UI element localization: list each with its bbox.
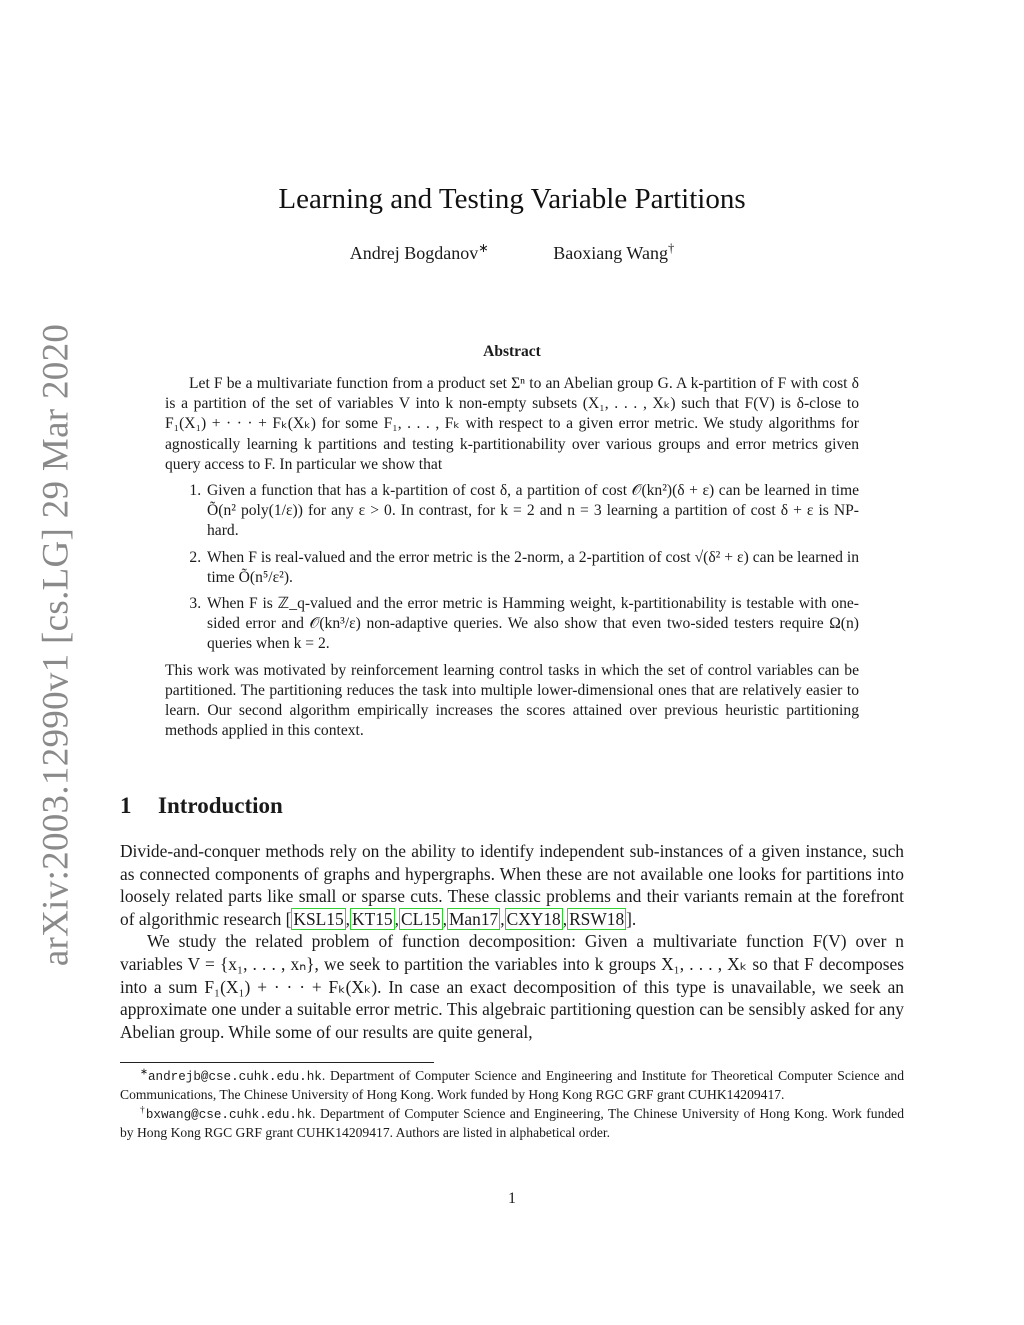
list-item: 2. When F is real-valued and the error metric is the 2-norm, a 2-partition of cost √(δ² + ε) can be learned in time Õ(n⁵/ε²).	[205, 548, 859, 588]
email-link[interactable]: bxwang@cse.cuhk.edu.hk	[145, 1107, 313, 1122]
email-link[interactable]: andrejb@cse.cuhk.edu.hk	[147, 1070, 322, 1084]
section-title: Introduction	[158, 793, 283, 818]
abstract-results-list	[165, 481, 859, 655]
footnote-divider	[120, 1062, 434, 1063]
abstract-closing: This work was motivated by reinforcement learning control tasks in which the set of control variables can be partitioned. The partitioning reduces the task into multiple lower-dimensional ones that are relatively easier to learn. Our second algorithm empirically increases the scores attained over previous heuristic partitioning methods applied in this context.	[165, 661, 859, 740]
abstract-body	[165, 374, 859, 741]
author-list	[0, 243, 1024, 264]
footnote-2: †bxwang@cse.cuhk.edu.hk. Department of Computer Science and Engineering, The Chinese University of Hong Kong. Work funded by Hong Kong RGC GRF grant CUHK14209417. Authors are listed in alphabetical order.	[120, 1105, 905, 1140]
citation-link[interactable]: CXY18	[506, 908, 561, 929]
section-number: 1	[120, 793, 132, 818]
citation-link[interactable]: CL15	[400, 908, 441, 929]
footnotes	[120, 1067, 904, 1142]
intro-body	[120, 840, 904, 1043]
intro-paragraph-1: Divide-and-conquer methods rely on the ability to identify independent sub-instances of a given instance, such as connected components of graphs and hypergraphs. When these are not available one looks for partitions into loosely related parts like small or sparse cuts. These classic problems and their variants remain at the forefront of algorithmic research [ KSL15 , KT15 , CL15 , Man17 , CXY18 , RSW18 ].	[120, 841, 904, 929]
section-heading	[120, 793, 283, 819]
citation-link[interactable]: Man17	[448, 908, 499, 929]
arxiv-identifier-stamp: arXiv:2003.12990v1 [cs.LG] 29 Mar 2020	[35, 323, 77, 967]
citation-link[interactable]: KSL15	[293, 908, 344, 929]
paper-title: Learning and Testing Variable Partitions	[278, 183, 746, 215]
abstract-heading: Abstract	[483, 343, 541, 360]
footnote-1: ∗andrejb@cse.cuhk.edu.hk. Department of Computer Science and Engineering and Institute for Theoretical Computer Science and Communications, The Chinese University of Hong Kong. Work funded by Hong Kong RGC GRF grant CUHK14209417.	[120, 1067, 904, 1103]
author-1: Andrej Bogdanov∗	[349, 241, 489, 263]
list-item: 1. Given a function that has a k-partition of cost δ, a partition of cost 𝒪(kn²)(δ + ε) can be learned in time Õ(n² poly(1/ε)) for any ε > 0. In contrast, for k = 2 and n = 3 learning a partition of cost δ + ε is NP-hard.	[205, 481, 859, 542]
page-number: 1	[508, 1190, 516, 1207]
citation-link[interactable]: KT15	[352, 908, 393, 929]
author-2: Baoxiang Wang†	[553, 241, 675, 263]
intro-paragraph-2: We study the related problem of function decomposition: Given a multivariate function F(V) over n variables V = {x₁, . . . , xₙ}, we seek to partition the variables into k groups X₁, . . . , Xₖ so that F decomposes into a sum F₁(X₁) + · · · + Fₖ(Xₖ). In case an exact decomposition of this type is unavailable, we seek an approximate one under a suitable error metric. This algebraic partitioning question can be sensibly asked for any Abelian group. While some of our results are quite general,	[120, 931, 904, 1042]
citation-link[interactable]: RSW18	[569, 908, 625, 929]
list-item: 3. When F is ℤ_q-valued and the error metric is Hamming weight, k-partitionability is testable with one-sided error and 𝒪(kn³/ε) non-adaptive queries. We also show that even two-sided testers require Ω(n) queries when k = 2.	[205, 594, 859, 655]
abstract-intro: Let F be a multivariate function from a product set Σⁿ to an Abelian group G. A k-partition of F with cost δ is a partition of the set of variables V into k non-empty subsets (X₁, . . . , Xₖ) such that F(V) is δ-close to F₁(X₁) + · · · + Fₖ(Xₖ) for some F₁, . . . , Fₖ with respect to a given error metric. We study algorithms for agnostically learning k partitions and testing k-partitionability over various groups and error metrics given query access to F. In particular we show that	[165, 375, 859, 473]
